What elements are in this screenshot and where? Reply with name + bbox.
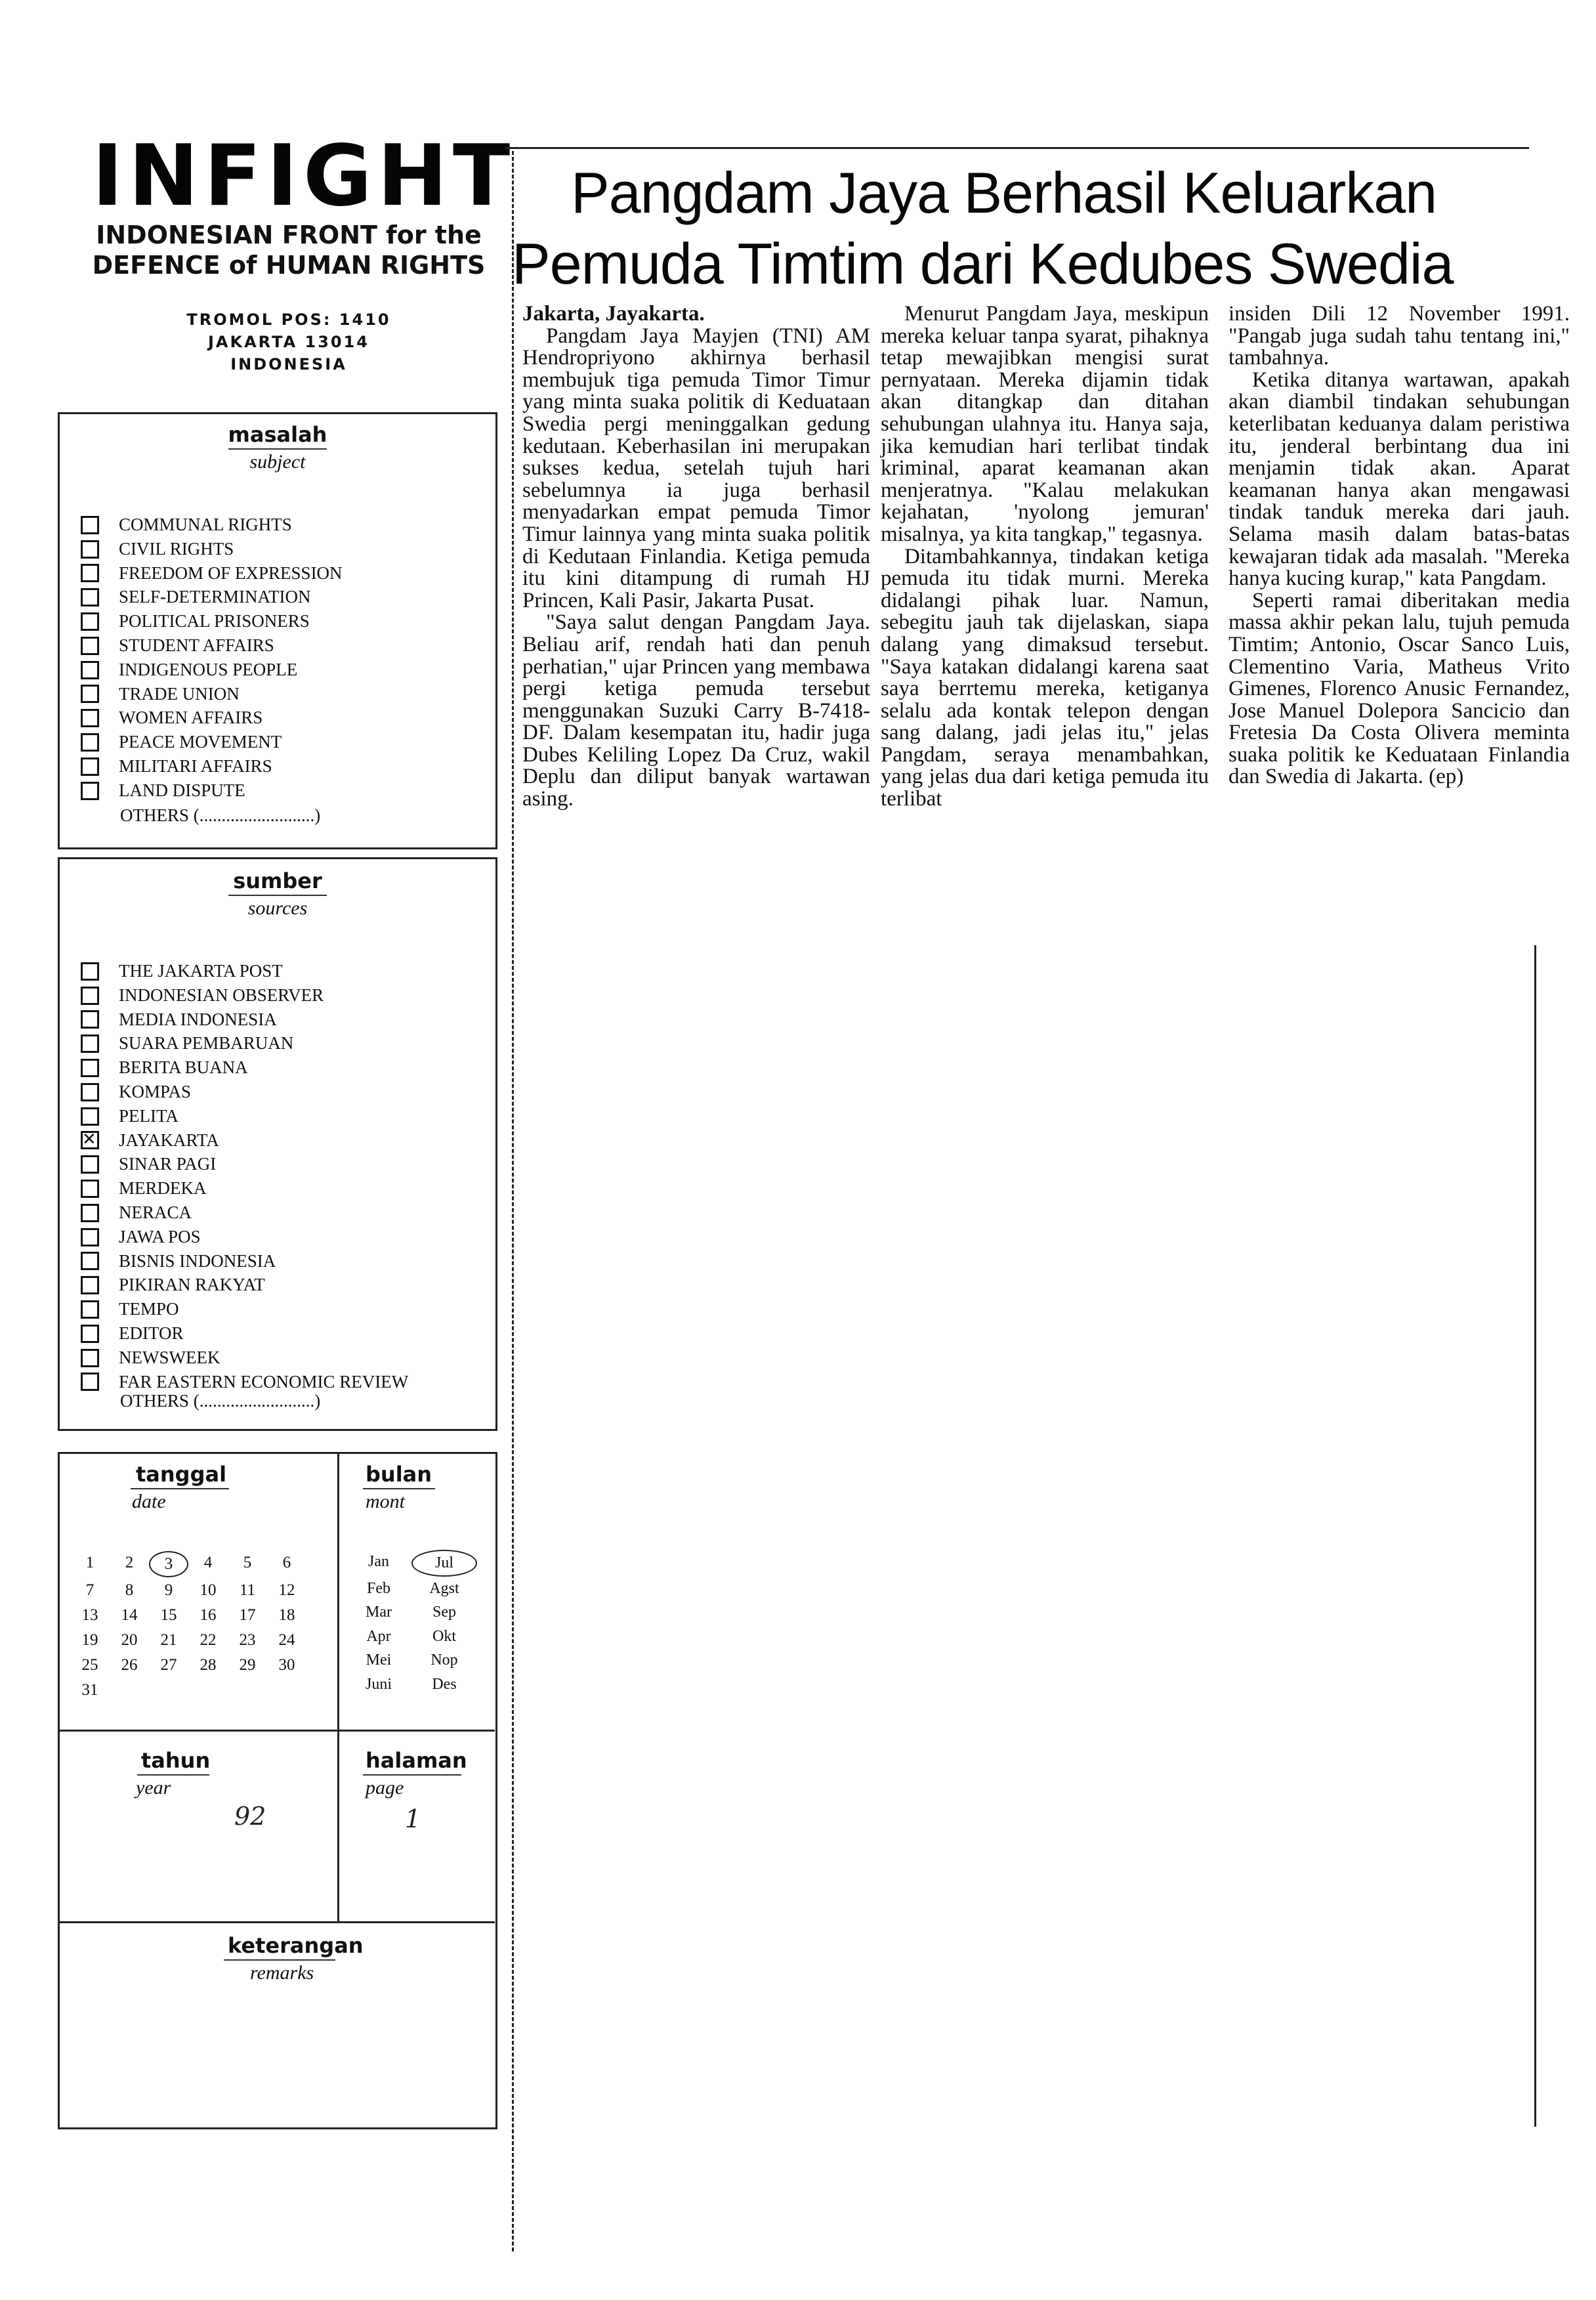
sources-title: sumber	[233, 868, 322, 893]
paragraph: Seperti ramai diberitakan media massa akhir pekan lalu, tujuh pemuda Timtim; Antonio, Oscar Sanco Luis, Clementino Varia, Matheus Vrito Gimenes, Florenco Anusic Fernandez, Jose Manuel Dolepora Sancicio dan Fretesia Da Costa Olivera meminta suaka politik ke Keduataan Finlandia dan Swedia di Jakarta. (ep)	[1228, 588, 1570, 789]
headline-line1: Pangdam Jaya Berhasil Keluarkan	[571, 160, 1437, 225]
month-cell[interactable]: Mar	[366, 1604, 392, 1621]
day-cell[interactable]: 12	[278, 1581, 295, 1599]
sources-label: EDITOR	[119, 1323, 184, 1343]
tahun-label: tahun	[141, 1748, 211, 1773]
subject-label: MILITARI AFFAIRS	[119, 756, 272, 776]
day-cell[interactable]: 17	[239, 1606, 256, 1624]
clipping-left-rule	[512, 151, 514, 2251]
day-cell[interactable]: 21	[160, 1631, 177, 1649]
sources-checkbox[interactable]	[81, 1276, 99, 1294]
subject-checkbox[interactable]	[81, 757, 99, 776]
sources-item[interactable]	[81, 959, 408, 983]
sources-checkbox[interactable]	[81, 1155, 99, 1174]
day-cell[interactable]: 7	[85, 1581, 94, 1599]
sources-item[interactable]	[81, 1225, 408, 1249]
sources-item[interactable]	[81, 1031, 408, 1055]
day-cell[interactable]: 29	[239, 1656, 256, 1674]
sources-item[interactable]	[81, 1321, 408, 1346]
sources-checkbox[interactable]	[81, 1325, 99, 1343]
subject-checkbox[interactable]	[81, 733, 99, 752]
day-cell[interactable]: 9	[164, 1581, 173, 1599]
subject-item[interactable]	[81, 537, 343, 561]
paragraph: Ketika ditanya wartawan, apakah akan diambil tindakan sehubungan keterlibatan keduanya dalam peristiwa itu, jenderal berbintang dua ini menjamin tidak akan. Aparat keamanan hanya akan mengawasi tindak tanduk mereka dari jauh. Selama masih dalam batas-batas kewajaran tidak ada masalah. "Mereka hanya kucing kurap," kata Pangdam.	[1228, 368, 1570, 591]
article-column-3	[1228, 303, 1570, 788]
day-cell[interactable]: 22	[200, 1631, 217, 1649]
day-cell[interactable]: 3	[149, 1551, 188, 1577]
subject-checkbox[interactable]	[81, 540, 99, 559]
keterangan-label: keterangan	[228, 1933, 364, 1958]
subject-label: COMMUNAL RIGHTS	[119, 515, 292, 534]
dateline: Jakarta, Jayakarta.	[522, 302, 705, 326]
sources-checkbox[interactable]	[81, 1349, 99, 1367]
subject-label: STUDENT AFFAIRS	[119, 635, 274, 655]
day-cell[interactable]: 6	[282, 1554, 291, 1571]
address-line: TROMOL POS: 1410	[186, 310, 391, 329]
sources-label: KOMPAS	[119, 1081, 192, 1101]
year-label: year	[136, 1777, 171, 1799]
sources-label: INDONESIAN OBSERVER	[119, 985, 324, 1005]
subject-subtitle: subject	[249, 451, 306, 473]
address-line: JAKARTA 13014	[207, 333, 369, 351]
month-cell[interactable]: Jan	[368, 1553, 389, 1570]
date-label: date	[132, 1491, 166, 1512]
month-cell[interactable]: Sep	[432, 1604, 456, 1621]
subject-item[interactable]	[81, 706, 343, 730]
sources-checkbox[interactable]	[81, 1107, 99, 1126]
sources-label: BERITA BUANA	[119, 1057, 248, 1078]
month-cell[interactable]: Agst	[429, 1579, 459, 1597]
day-cell[interactable]: 28	[200, 1656, 217, 1674]
day-cell[interactable]: 30	[278, 1656, 295, 1674]
sources-label: FAR EASTERN ECONOMIC REVIEW	[119, 1371, 409, 1392]
sources-label: JAWA POS	[119, 1226, 201, 1246]
sources-item[interactable]	[81, 1055, 408, 1080]
subject-label: LAND DISPUTE	[119, 780, 245, 800]
subject-item[interactable]	[81, 585, 343, 609]
sources-label: PIKIRAN RAKYAT	[119, 1275, 265, 1295]
sources-item[interactable]	[81, 1273, 408, 1297]
sources-others[interactable]: OTHERS (..........................)	[120, 1391, 321, 1411]
month-cell[interactable]: Des	[432, 1675, 457, 1693]
clipping-right-rule	[1534, 945, 1536, 2127]
day-cell[interactable]: 18	[278, 1606, 295, 1624]
sources-label: NERACA	[119, 1202, 192, 1222]
subject-item[interactable]	[81, 561, 343, 586]
subject-item[interactable]	[81, 682, 343, 706]
year-value[interactable]: 92	[234, 1802, 266, 1831]
subject-others[interactable]: OTHERS (..........................)	[120, 805, 321, 825]
subject-checkbox[interactable]	[81, 612, 99, 631]
month-cell[interactable]: Jul	[411, 1550, 477, 1577]
sources-item[interactable]	[81, 1128, 408, 1153]
subject-item[interactable]	[81, 730, 343, 754]
org-name-line2: DEFENCE of HUMAN RIGHTS	[92, 251, 486, 280]
month-cell[interactable]: Nop	[430, 1651, 458, 1669]
day-cell[interactable]: 15	[160, 1606, 177, 1624]
paragraph: insiden Dili 12 November 1991. "Pangab juga sudah tahu tentang ini," tambahnya.	[1228, 302, 1570, 370]
day-cell[interactable]: 27	[160, 1656, 177, 1674]
sources-label: JAYAKARTA	[119, 1130, 219, 1150]
sources-checkbox[interactable]	[81, 1373, 99, 1391]
sources-item[interactable]	[81, 1201, 408, 1225]
sources-item[interactable]	[81, 983, 408, 1008]
page-label: page	[366, 1777, 404, 1799]
day-cell[interactable]: 20	[121, 1631, 138, 1649]
day-cell[interactable]: 1	[85, 1554, 94, 1571]
sources-label: TEMPO	[119, 1299, 179, 1319]
sources-checkbox[interactable]	[81, 1010, 99, 1029]
day-cell[interactable]: 8	[125, 1581, 134, 1599]
sources-label: MERDEKA	[119, 1178, 207, 1199]
paragraph: "Saya salut dengan Pangdam Jaya. Beliau arif, rendah hati dan penuh perhatian," ujar Princen yang membawa pergi ketiga pemuda tersebut menggunakan Suzuki Carry B-7418-DF. Dalam kesempatan itu, hadir juga Dubes Keliling Lopez Da Cruz, wakil Deplu dan diliput banyak wartawan asing.	[522, 610, 870, 811]
month-cell[interactable]: Mei	[366, 1651, 392, 1669]
article-column-1	[522, 303, 870, 811]
subject-label: WOMEN AFFAIRS	[119, 708, 263, 728]
sources-checkbox[interactable]	[81, 1034, 99, 1053]
subject-checkbox[interactable]	[81, 685, 99, 703]
date-box	[58, 1452, 497, 2129]
headline-line2: Pemuda Timtim dari Kedubes Swedia	[512, 231, 1454, 296]
logo: INFIGHT	[92, 127, 516, 225]
remarks-label: remarks	[250, 1962, 314, 1984]
subject-label: FREEDOM OF EXPRESSION	[119, 563, 343, 583]
day-cell[interactable]: 14	[121, 1606, 138, 1624]
day-cell[interactable]: 19	[81, 1631, 98, 1649]
subject-checkbox[interactable]	[81, 588, 99, 607]
day-cell[interactable]: 23	[239, 1631, 256, 1649]
page-value[interactable]: 1	[405, 1804, 421, 1833]
sources-checkbox[interactable]	[81, 962, 99, 981]
sources-box	[58, 857, 497, 1431]
sources-checkbox[interactable]	[81, 1204, 99, 1222]
subject-checkbox[interactable]	[81, 709, 99, 727]
subject-checkbox[interactable]	[81, 661, 99, 679]
clipping-top-rule	[505, 147, 1529, 149]
subject-label: CIVIL RIGHTS	[119, 538, 234, 559]
day-cell[interactable]: 16	[200, 1606, 217, 1624]
day-cell[interactable]: 26	[121, 1656, 138, 1674]
subject-item[interactable]	[81, 633, 343, 658]
sources-checkbox[interactable]	[81, 1228, 99, 1246]
subject-item[interactable]	[81, 754, 343, 778]
sources-item[interactable]	[81, 1176, 408, 1201]
sources-label: MEDIA INDONESIA	[119, 1009, 277, 1029]
sources-checkbox[interactable]	[81, 1252, 99, 1270]
sources-item[interactable]	[81, 1297, 408, 1321]
sources-checkbox[interactable]	[81, 1131, 99, 1149]
sources-item[interactable]	[81, 1249, 408, 1273]
sources-item[interactable]	[81, 1370, 408, 1394]
address-line: INDONESIA	[230, 355, 347, 373]
sources-checkbox[interactable]	[81, 1059, 99, 1077]
sources-checkbox[interactable]	[81, 1083, 99, 1101]
subject-label: PEACE MOVEMENT	[119, 732, 282, 752]
paragraph: Ditambahkannya, tindakan ketiga pemuda itu tidak murni. Mereka didalangi pihak luar. Namun, sebegitu jauh tak dijelaskan, siapa dalang yang dimaksud tersebut. "Saya katakan didalangi karena saat saya berrtemu mereka, ketiganya selalu ada kontak telepon dengan sang dalang, jadi jelas itu," jelas Pangdam, seraya menambahkan, yang jelas dua dari ketiga pemuda itu terlibat	[881, 544, 1209, 811]
sources-subtitle: sources	[247, 897, 308, 919]
paragraph: Pangdam Jaya Mayjen (TNI) AM Hendropriyono akhirnya berhasil membujuk tiga pemuda Timor Timur yang minta suaka politik di Keduataan Swedia pergi meninggalkan gedung kedutaan. Keberhasilan ini merupakan sukses kedua, setelah tujuh hari sebelumnya ia juga berhasil menyadarkan empat pemuda Timor Timur lainnya yang minta suaka politik di Kedutaan Finlandia. Ketiga pemuda itu kini ditampung di rumah HJ Princen, Kali Pasir, Jakarta Pusat.	[522, 324, 870, 612]
subject-item[interactable]	[81, 513, 343, 537]
month-cell[interactable]: Feb	[367, 1579, 390, 1597]
day-cell[interactable]: 4	[203, 1554, 213, 1571]
sources-checkbox[interactable]	[81, 1300, 99, 1319]
sources-checkbox[interactable]	[81, 1180, 99, 1198]
subject-label: POLITICAL PRISONERS	[119, 611, 310, 631]
day-cell[interactable]: 10	[200, 1581, 217, 1599]
month-cell[interactable]: Okt	[432, 1627, 456, 1645]
day-cell[interactable]: 24	[278, 1631, 295, 1649]
subject-box	[58, 412, 497, 849]
subject-checkbox[interactable]	[81, 516, 99, 534]
mont-label: mont	[366, 1491, 405, 1512]
sources-label: SUARA PEMBARUAN	[119, 1033, 294, 1054]
subject-label: INDIGENOUS PEOPLE	[119, 659, 298, 679]
month-grid	[346, 1550, 477, 1696]
sources-label: BISNIS INDONESIA	[119, 1250, 276, 1271]
sources-label: NEWSWEEK	[119, 1347, 220, 1367]
day-cell[interactable]: 11	[239, 1581, 256, 1599]
subject-item[interactable]	[81, 609, 343, 633]
sources-item[interactable]	[81, 1080, 408, 1104]
day-cell[interactable]: 31	[81, 1681, 98, 1699]
sources-checkbox[interactable]	[81, 987, 99, 1005]
subject-checklist	[81, 513, 343, 803]
sources-label: PELITA	[119, 1105, 178, 1126]
subject-title: masalah	[228, 422, 327, 447]
paragraph: Menurut Pangdam Jaya, meskipun mereka keluar tanpa syarat, pihaknya tetap mewajibkan mengisi surat pernyataan. Mereka dijamin tidak akan ditangkap dan ditahan sehubungan ulahnya itu. Hanya saja, jika kemudian hari terlibat tindak kriminal, aparat keamanan akan menjeratnya. "Kalau melakukan kejahatan, 'nyolong jemuran' misalnya, ya kita tangkap," tegasnya.	[881, 302, 1209, 546]
subject-item[interactable]	[81, 778, 343, 803]
headline	[512, 158, 1575, 299]
sources-label: SINAR PAGI	[119, 1154, 217, 1174]
address	[125, 309, 453, 375]
sources-checklist	[81, 959, 408, 1394]
day-cell[interactable]: 2	[125, 1554, 134, 1571]
subject-checkbox[interactable]	[81, 782, 99, 800]
day-cell[interactable]: 5	[243, 1554, 252, 1571]
subject-checkbox[interactable]	[81, 637, 99, 655]
sources-item[interactable]	[81, 1346, 408, 1370]
sources-item[interactable]	[81, 1008, 408, 1032]
sources-label: THE JAKARTA POST	[119, 961, 283, 981]
bulan-label: bulan	[366, 1462, 432, 1487]
day-grid	[70, 1551, 306, 1702]
subject-item[interactable]	[81, 658, 343, 682]
subject-label: SELF-DETERMINATION	[119, 587, 311, 607]
article-column-2	[881, 303, 1209, 811]
halaman-label: halaman	[366, 1748, 467, 1773]
org-name-line1: INDONESIAN FRONT for the	[96, 221, 482, 249]
month-cell[interactable]: Apr	[366, 1627, 391, 1645]
sources-item[interactable]	[81, 1104, 408, 1128]
day-cell[interactable]: 13	[81, 1606, 98, 1624]
org-name	[66, 220, 512, 280]
month-cell[interactable]: Juni	[365, 1675, 392, 1693]
subject-label: TRADE UNION	[119, 683, 240, 704]
tanggal-label: tanggal	[136, 1462, 227, 1487]
sources-item[interactable]	[81, 1152, 408, 1176]
day-cell[interactable]: 25	[81, 1656, 98, 1674]
subject-checkbox[interactable]	[81, 564, 99, 582]
